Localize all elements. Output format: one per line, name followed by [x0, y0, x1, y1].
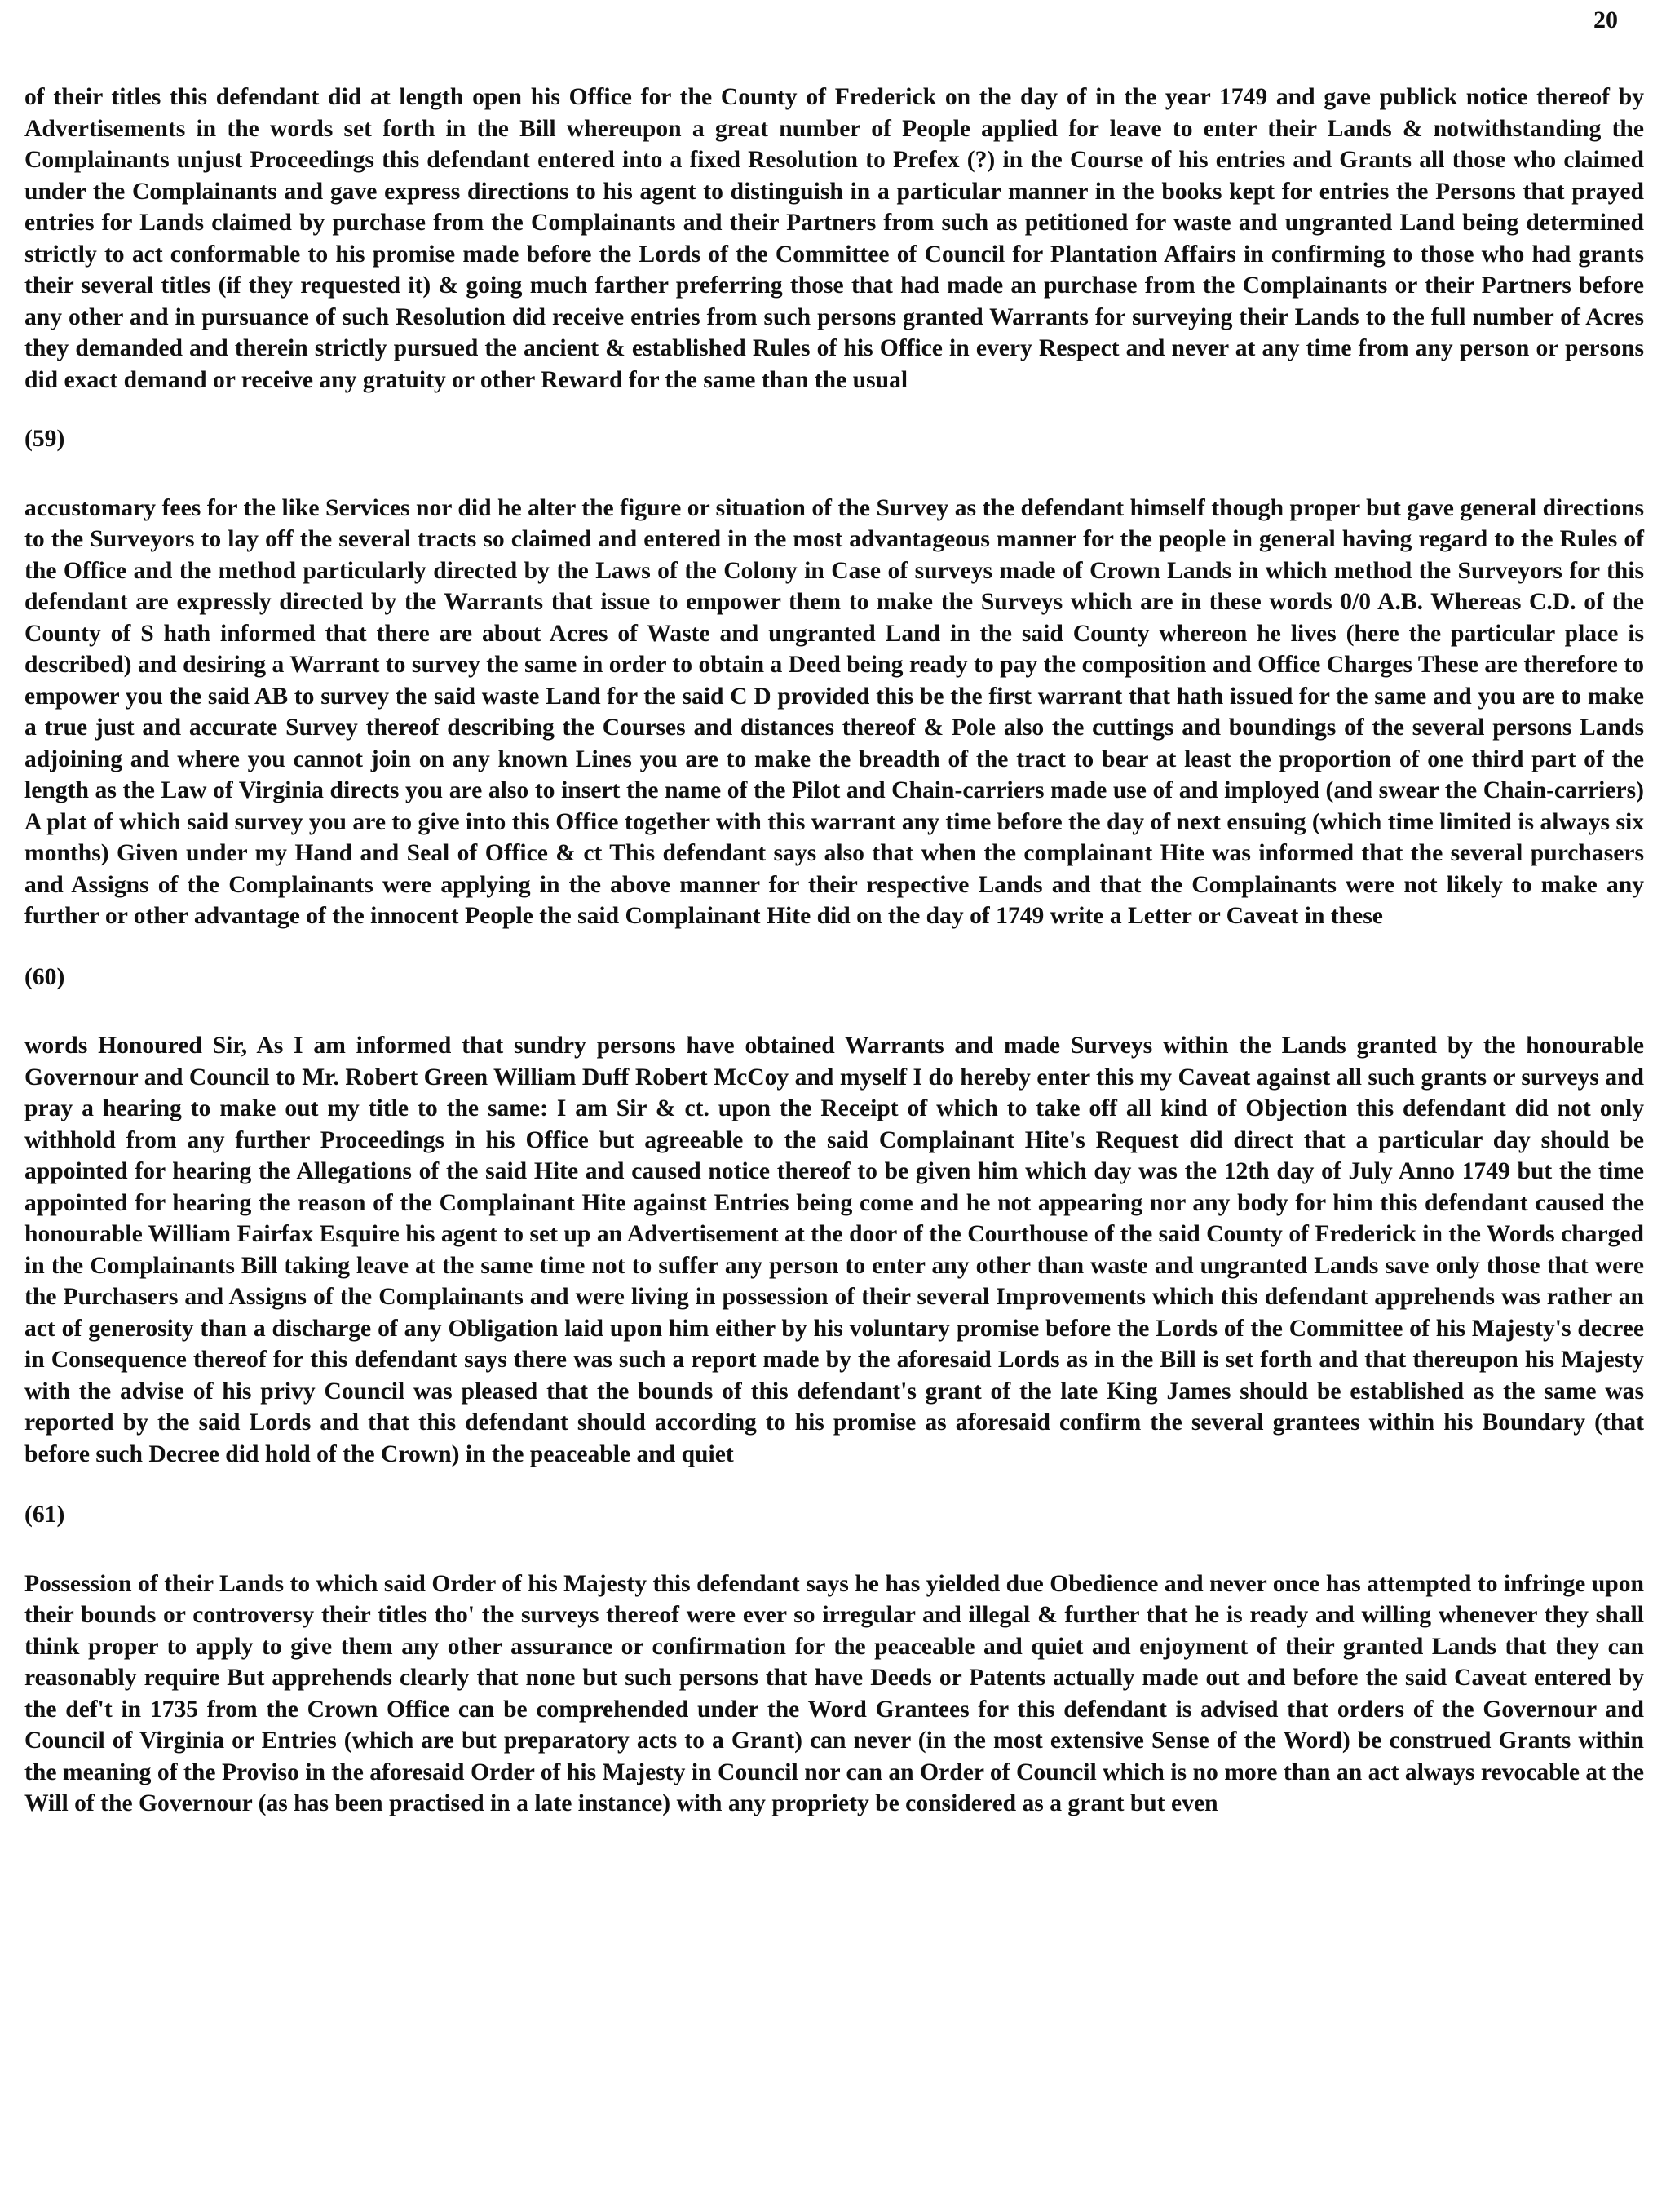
- document-body: [24, 82, 1644, 1820]
- paragraph-1: of their titles this defendant did at length open his Office for the County of Frederick on the day of in the year 1749 and gave publick notice thereof by Advertisements in the words set forth in the Bill whereupon a great number of People applied for leave to enter their Lands & notwithstanding the Complainants unjust Proceedings this defendant entered into a fixed Resolution to Prefex (?) in the Course of his entries and Grants all those who claimed under the Complainants and gave express directions to his agent to distinguish in a particular manner in the books kept for entries the Persons that prayed entries for Lands claimed by purchase from the Complainants and their Partners from such as petitioned for waste and ungranted Land being determined strictly to act conformable to his promise made before the Lords of the Committee of Council for Plantation Affairs in confirming to those who had grants their several titles (if they requested it) & going much farther preferring those that had made an purchase from the Complainants or their Partners before any other and in pursuance of such Resolution did receive entries from such persons granted Warrants for surveying their Lands to the full number of Acres they demanded and therein strictly pursued the ancient & established Rules of his Office in every Respect and never at any time from any person or persons did exact demand or receive any gratuity or other Reward for the same than the usual: [24, 84, 1644, 393]
- paragraph-3: words Honoured Sir, As I am informed that sundry persons have obtained Warrants and made Surveys within the Lands granted by the honourable Governour and Council to Mr. Robert Green William Duff Robert McCoy and myself I do hereby enter this my Caveat against all such grants or surveys and pray a hearing to make out my title to the same: I am Sir & ct. upon the Receipt of which to take off all kind of Objection this defendant did not only withhold from any further Proceedings in his Office but agreeable to the said Complainant Hite's Request did direct that a particular day should be appointed for hearing the Allegations of the said Hite and caused notice thereof to be given him which day was the 12th day of July Anno 1749 but the time appointed for hearing the reason of the Complainant Hite against Entries being come and he not appearing nor any body for him this defendant caused the honourable William Fairfax Esquire his agent to set up an Advertisement at the door of the Courthouse of the said County of Frederick in the Words charged in the Complainants Bill taking leave at the same time not to suffer any person to enter any other than waste and ungranted Lands save only those that were the Purchasers and Assigns of the Complainants and were living in possession of their several Improvements which this defendant apprehends was rather an act of generosity than a discharge of any Obligation laid upon him either by his voluntary promise before the Lords of the Committee of his Majesty's decree in Consequence thereof for this defendant says there was such a report made by the aforesaid Lords as in the Bill is set forth and that thereupon his Majesty with the advise of his privy Council was pleased that the bounds of this defendant's grant of the late King James should be established as the same was reported by the said Lords and that this defendant should according to his promise as aforesaid confirm the several grantees within his Boundary (that before such Decree did hold of the Crown) in the peaceable and quiet: [24, 1033, 1644, 1467]
- section-marker-60: (60): [24, 963, 65, 990]
- paragraph-2: accustomary fees for the like Services nor did he alter the figure or situation of the Survey as the defendant himself though proper but gave general directions to the Surveyors to lay off the several tracts so claimed and entered in the most advantageous manner for the people in general having regard to the Rules of the Office and the method particularly directed by the Laws of the Colony in Case of surveys made of Crown Lands in which method the Surveyors for this defendant are expressly directed by the Warrants that issue to empower them to make the Surveys which are in these words 0/0 A.B. Whereas C.D. of the County of S hath informed that there are about Acres of Waste and ungranted Land in the said County whereon he lives (here the particular place is described) and desiring a Warrant to survey the same in order to obtain a Deed being ready to pay the composition and Office Charges These are therefore to empower you the said AB to survey the said waste Land for the said C D provided this be the first warrant that hath issued for the same and you are to make a true just and accurate Survey thereof describing the Courses and distances thereof & Pole also the cuttings and boundings of the several persons Lands adjoining and where you cannot join on any known Lines you are to make the breadth of the tract to bear at least the proportion of one third part of the length as the Law of Virginia directs you are also to insert the name of the Pilot and Chain-carriers made use of and imployed (and swear the Chain-carriers) A plat of which said survey you are to give into this Office together with this warrant any time before the day of next ensuing (which time limited is always six months) Given under my Hand and Seal of Office & ct This defendant says also that when the complainant Hite was informed that the several purchasers and Assigns of the Complainants were applying in the above manner for their respective Lands and that the Complainants were not likely to make any further or other advantage of the innocent People the said Complainant Hite did on the day of 1749 write a Letter or Caveat in these: [24, 494, 1644, 929]
- page-number: 20: [1593, 7, 1618, 33]
- section-marker-61: (61): [24, 1502, 65, 1528]
- paragraph-4: Possession of their Lands to which said Order of his Majesty this defendant says he has yielded due Obedience and never once has attempted to infringe upon their bounds or controversy their titles tho' the surveys thereof were ever so irregular and illegal & further that he is ready and willing whenever they shall think proper to apply to give them any other assurance or confirmation for the peaceable and quiet and enjoyment of their granted Lands that they can reasonably require But apprehends clearly that none but such persons that have Deeds or Patents actually made out and before the said Caveat entered by the def't in 1735 from the Crown Office can be comprehended under the Word Grantees for this defendant is advised that orders of the Governour and Council of Virginia or Entries (which are but preparatory acts to a Grant) can never (in the most extensive Sense of the Word) be construed Grants within the meaning of the Proviso in the aforesaid Order of his Majesty in Council nor can an Order of Council which is no more than an act always revocable at the Will of the Governour (as has been practised in a late instance) with any propriety be considered as a grant but even: [24, 1570, 1644, 1816]
- section-marker-59: (59): [24, 426, 65, 452]
